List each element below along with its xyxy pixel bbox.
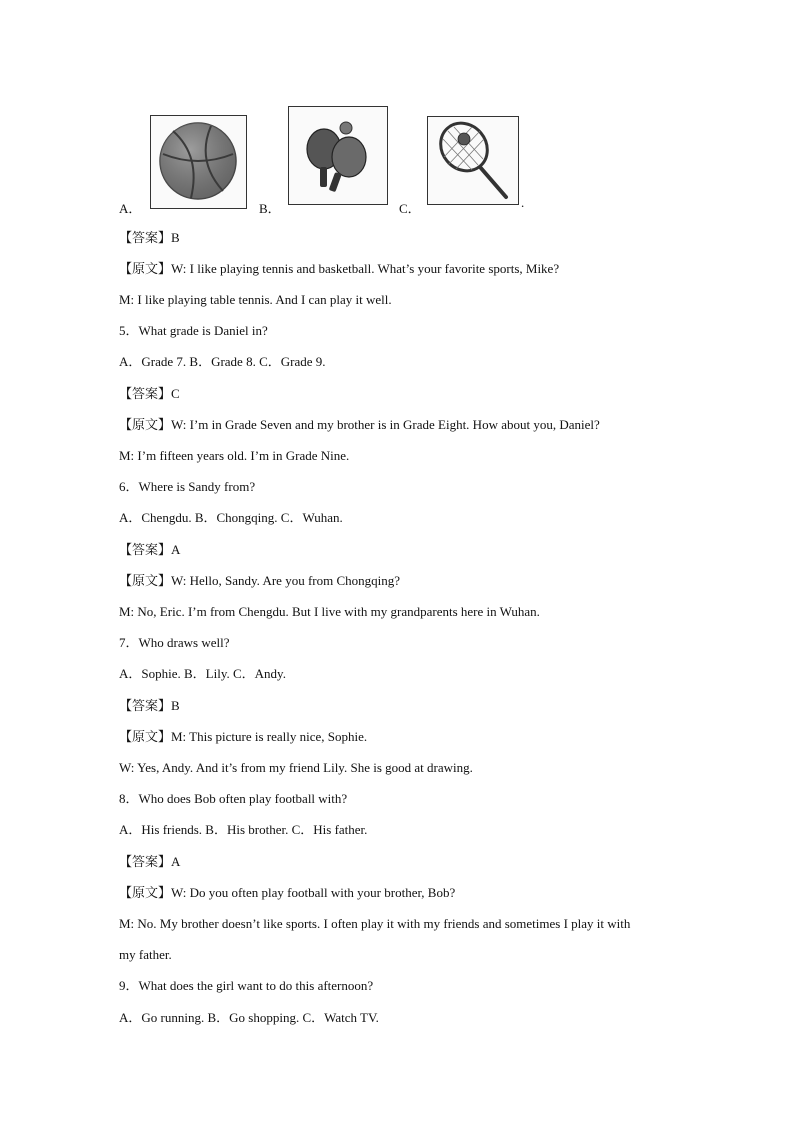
options-line: A．Grade 7. B．Grade 8. C．Grade 9. (119, 354, 326, 369)
answer-line: 【答案】B (119, 698, 180, 713)
answer-line: 【答案】A (119, 542, 181, 557)
question-5: 5．What grade is Daniel in? (119, 323, 268, 338)
basketball-icon (151, 116, 245, 207)
transcript-line: M: No. My brother doesn’t like sports. I often play it with my friends and sometimes I play it with (119, 916, 631, 931)
question-9: 9．What does the girl want to do this afternoon? (119, 978, 374, 993)
option-c-picture (427, 116, 519, 205)
question-8: 8．Who does Bob often play football with? (119, 791, 348, 806)
question-6: 6．Where is Sandy from? (119, 479, 256, 494)
transcript-line: M: I’m fifteen years old. I’m in Grade Nine. (119, 448, 350, 463)
trailing-mark: . (521, 195, 525, 210)
transcript-line: 【原文】W: I like playing tennis and basketball. What’s your favorite sports, Mike? (119, 261, 560, 276)
option-c-label: C． (399, 201, 421, 216)
transcript-line: 【原文】M: This picture is really nice, Sophie. (119, 729, 368, 744)
options-line: A．His friends. B．His brother. C．His father. (119, 822, 368, 837)
options-line: A．Sophie. B．Lily. C．Andy. (119, 666, 286, 681)
answer-line: 【答案】B (119, 230, 180, 245)
transcript-line: 【原文】W: Hello, Sandy. Are you from Chongqing? (119, 573, 401, 588)
transcript-line: 【原文】W: Do you often play football with your brother, Bob? (119, 885, 456, 900)
table-tennis-icon (289, 107, 386, 203)
option-b-picture (288, 106, 388, 205)
options-line: A．Chengdu. B．Chongqing. C．Wuhan. (119, 510, 343, 525)
transcript-line: M: No, Eric. I’m from Chengdu. But I live with my grandparents here in Wuhan. (119, 604, 540, 619)
transcript-line: W: Yes, Andy. And it’s from my friend Lily. She is good at drawing. (119, 760, 473, 775)
option-a-picture (150, 115, 247, 209)
transcript-line: M: I like playing table tennis. And I can play it well. (119, 292, 392, 307)
transcript-line: 【原文】W: I’m in Grade Seven and my brother is in Grade Eight. How about you, Daniel? (119, 417, 600, 432)
question-7: 7．Who draws well? (119, 635, 230, 650)
answer-line: 【答案】C (119, 386, 180, 401)
transcript-line: my father. (119, 947, 172, 962)
option-a-label: A． (119, 201, 142, 216)
option-b-label: B． (259, 201, 281, 216)
tennis-racket-icon (428, 117, 517, 203)
answer-line: 【答案】A (119, 854, 181, 869)
options-line: A．Go running. B．Go shopping. C．Watch TV. (119, 1010, 379, 1025)
